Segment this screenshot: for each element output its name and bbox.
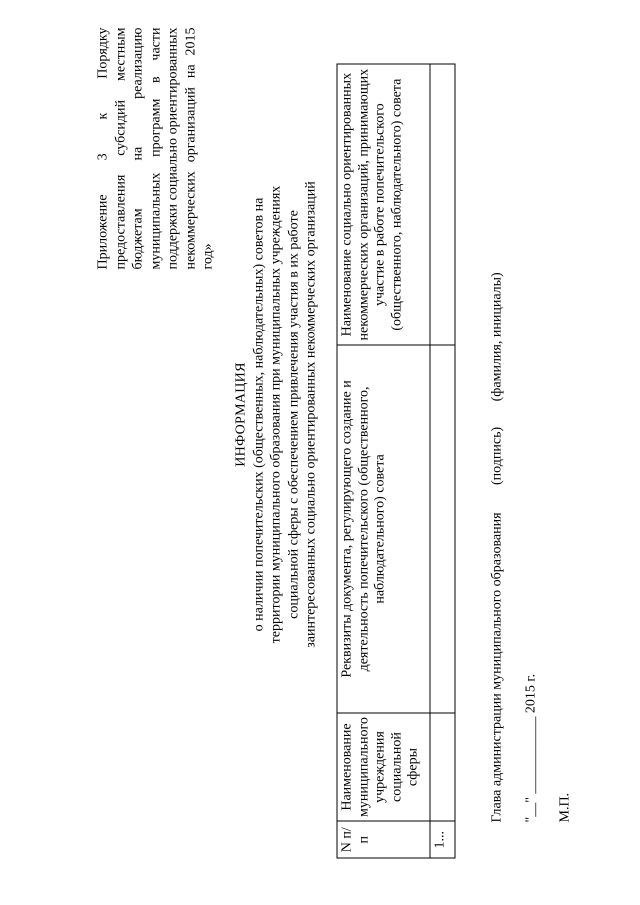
heading-line-4: заинтересованных социально ориентированных некоммерческих организаций <box>303 181 319 648</box>
stamp-place: М.П. <box>557 792 573 823</box>
date-line: "__" ___________ 2015 г. <box>523 673 539 823</box>
header-number: N п/п <box>337 821 430 858</box>
table-cell <box>430 345 455 712</box>
header-document: Реквизиты документа, регулирующего создание и деятельность попечительского (общественного, наблюдательного) совета <box>337 345 430 712</box>
table-header-row <box>337 64 430 858</box>
signature-sign-label: (подпись) <box>489 426 505 485</box>
heading-line-2: территории муниципального образования при муниципальных учреждениях <box>268 185 284 644</box>
header-organizations: Наименование социально ориентированных некоммерческих организаций, принимающих участие в работе попечительского (общественного, наблюдательного) совета <box>337 64 430 345</box>
table-row <box>430 64 455 858</box>
table-cell <box>430 64 455 345</box>
document-title: ИНФОРМАЦИЯ <box>233 362 249 467</box>
annex-note: Приложение 3 к Порядку предоставления субсидий местным бюджетам на реализацию муниципальных программ в части поддержки социально ориентированных некоммерческих организаций на 2015 год» <box>95 27 216 270</box>
signature-name-label: (фамилия, инициалы) <box>489 272 505 402</box>
document-page <box>1 0 640 905</box>
heading-line-3: социальной сферы с обеспечением привлечения участия в их работе <box>286 210 301 619</box>
signature-line <box>490 272 506 822</box>
signature-position: Глава администрации муниципального образования <box>489 512 505 823</box>
table-cell <box>430 713 455 822</box>
header-institution: Наименование муниципального учреждения социальной сферы <box>337 713 430 822</box>
heading-line-1: о наличии попечительских (общественных, наблюдательных) советов на <box>251 197 266 632</box>
table-cell: 1... <box>430 821 455 858</box>
document-heading <box>233 155 321 675</box>
info-table <box>337 64 456 859</box>
